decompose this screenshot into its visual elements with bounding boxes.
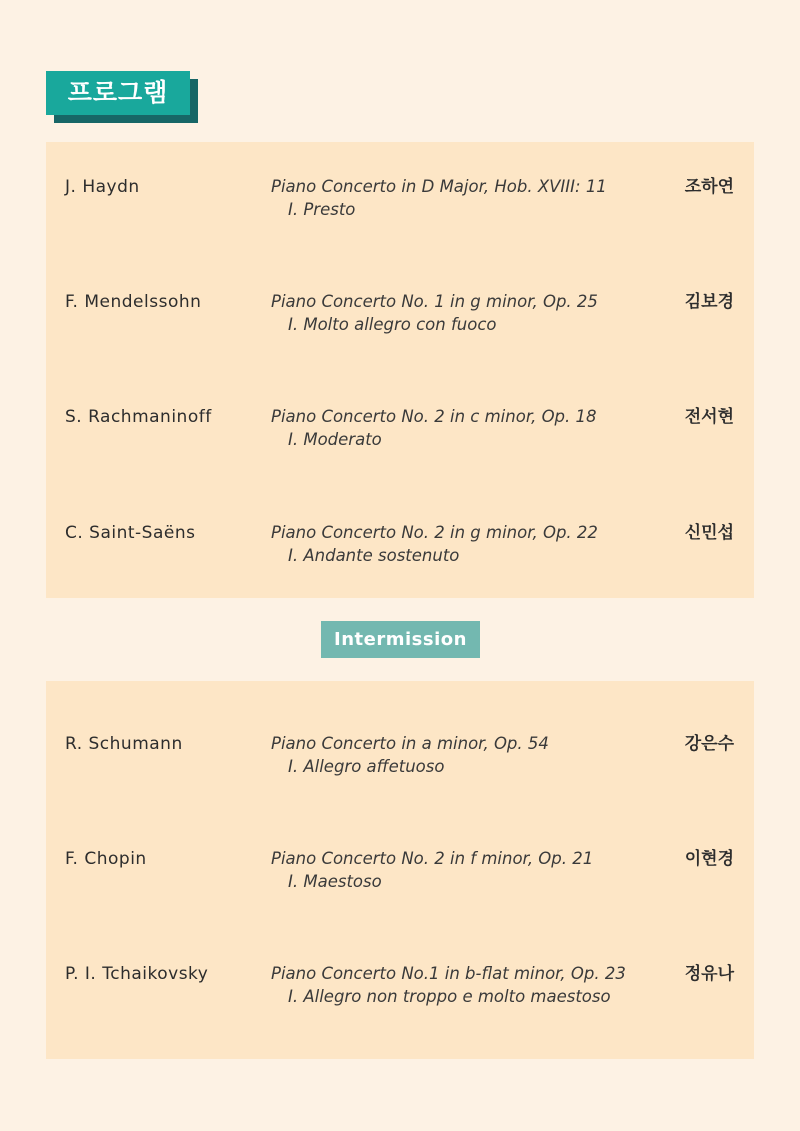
work-title: Piano Concerto in a minor, Op. 54 [271,734,549,753]
work-title: Piano Concerto in D Major, Hob. XVIII: 11 [271,177,607,196]
work-title: Piano Concerto No. 2 in g minor, Op. 22 [271,523,598,542]
composer-name: F. Mendelssohn [65,292,202,312]
program-panel-second-half [46,681,754,1059]
performer-name: 신민섭 [684,523,734,543]
composer-name: P. I. Tchaikovsky [65,964,209,984]
work-title: Piano Concerto No. 2 in c minor, Op. 18 [271,407,597,426]
intermission-badge: Intermission [321,621,480,658]
performer-name: 정유나 [684,964,734,984]
program-panel-first-half [46,142,754,598]
movement-title: I. Presto [288,200,356,219]
composer-name: F. Chopin [65,849,147,869]
movement-title: I. Allegro non troppo e molto maestoso [288,987,611,1006]
performer-name: 이현경 [684,849,734,869]
program-item [46,521,754,581]
program-item [46,732,754,792]
performer-name: 김보경 [684,292,734,312]
program-item [46,405,754,465]
composer-name: J. Haydn [65,177,140,197]
composer-name: R. Schumann [65,734,183,754]
program-header-badge [46,71,190,115]
performer-name: 조하연 [684,177,734,197]
work-title: Piano Concerto No. 1 in g minor, Op. 25 [271,292,598,311]
composer-name: C. Saint-Saëns [65,523,196,543]
page-title: 프로그램 [46,71,190,115]
movement-title: I. Allegro affetuoso [288,757,445,776]
movement-title: I. Maestoso [288,872,382,891]
movement-title: I. Andante sostenuto [288,546,460,565]
performer-name: 전서현 [684,407,734,427]
program-item [46,290,754,350]
composer-name: S. Rachmaninoff [65,407,212,427]
work-title: Piano Concerto No.1 in b-flat minor, Op. 23 [271,964,626,983]
program-item [46,847,754,907]
movement-title: I. Molto allegro con fuoco [288,315,497,334]
work-title: Piano Concerto No. 2 in f minor, Op. 21 [271,849,594,868]
program-item [46,175,754,235]
performer-name: 강은수 [684,734,734,754]
program-item [46,962,754,1022]
movement-title: I. Moderato [288,430,382,449]
